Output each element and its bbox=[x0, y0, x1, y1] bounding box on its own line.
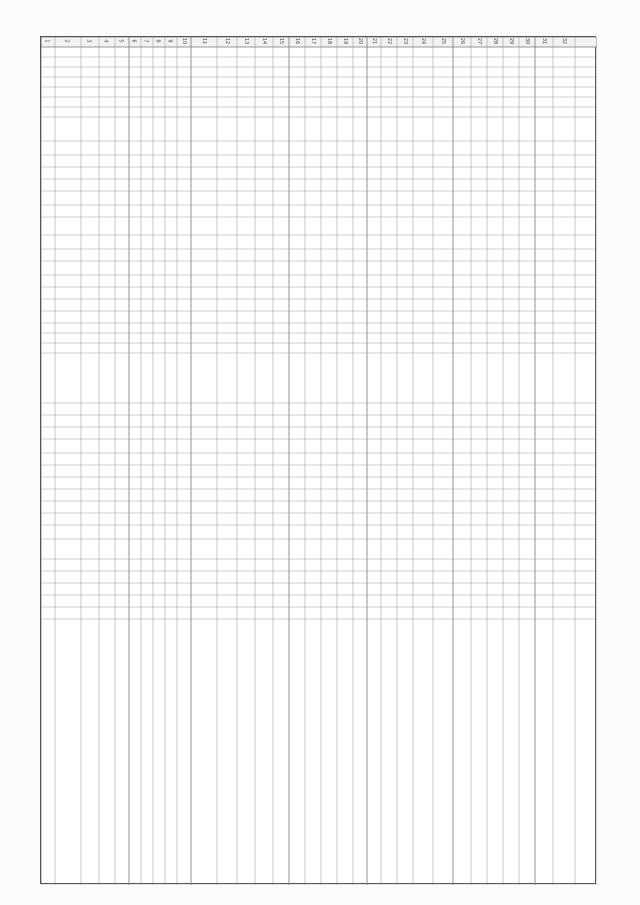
column-number: 27 bbox=[476, 37, 483, 45]
column-number: 20 bbox=[357, 37, 364, 45]
column-number: 5 bbox=[117, 39, 124, 43]
table-grid bbox=[41, 37, 597, 885]
column-number: 18 bbox=[326, 37, 333, 45]
column-number: 22 bbox=[386, 37, 393, 45]
column-number: 15 bbox=[278, 37, 285, 45]
column-number: 13 bbox=[243, 37, 250, 45]
column-number: 24 bbox=[420, 37, 427, 45]
column-number: 11 bbox=[201, 37, 208, 45]
column-number: 4 bbox=[102, 39, 109, 43]
column-number: 28 bbox=[492, 37, 499, 45]
column-number: 9 bbox=[166, 39, 173, 43]
column-number: 12 bbox=[224, 37, 231, 45]
column-number: 17 bbox=[310, 37, 317, 45]
column-number: 21 bbox=[371, 37, 378, 45]
column-number: 25 bbox=[440, 37, 447, 45]
column-number: 7 bbox=[142, 39, 149, 43]
column-number: 1 bbox=[43, 39, 50, 43]
column-number: 6 bbox=[130, 39, 137, 43]
rotated-data-table bbox=[40, 36, 596, 884]
column-number: 16 bbox=[294, 37, 301, 45]
column-number: 31 bbox=[541, 37, 548, 45]
column-number: 2 bbox=[63, 39, 70, 43]
column-number: 26 bbox=[459, 37, 466, 45]
column-number: 3 bbox=[85, 39, 92, 43]
column-number: 30 bbox=[524, 37, 531, 45]
column-number: 23 bbox=[402, 37, 409, 45]
column-number: 32 bbox=[561, 37, 568, 45]
column-number: 14 bbox=[261, 37, 268, 45]
column-number: 10 bbox=[181, 37, 188, 45]
column-number: 29 bbox=[508, 37, 515, 45]
column-number: 8 bbox=[154, 39, 161, 43]
column-number: 19 bbox=[342, 37, 349, 45]
